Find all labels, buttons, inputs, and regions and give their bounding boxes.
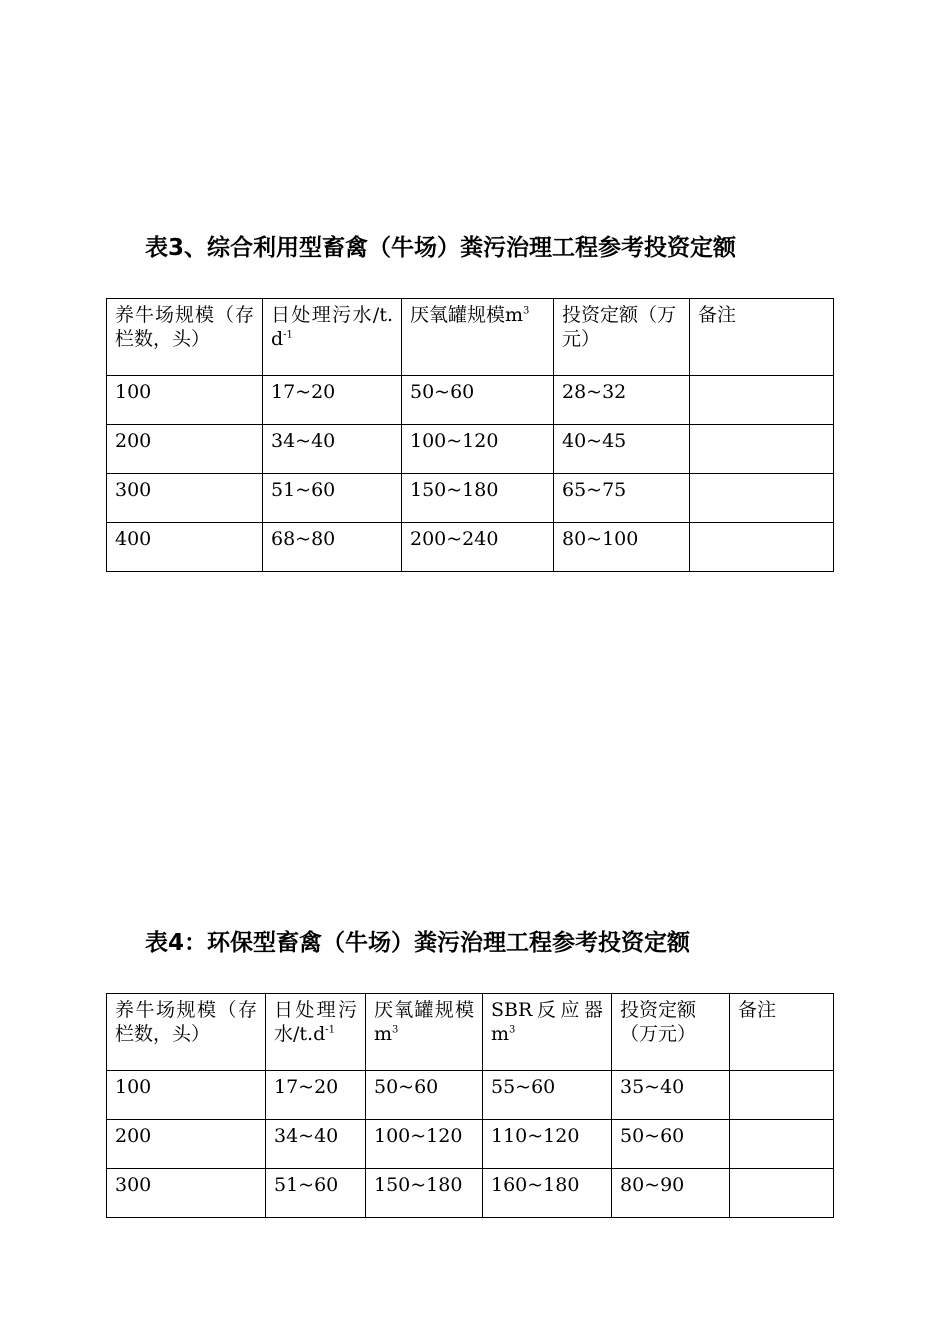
table-cell: 150~180 (402, 474, 554, 523)
table-cell (690, 523, 834, 572)
table-4-header-anaerobic (366, 994, 483, 1071)
table-cell: 34~40 (266, 1120, 366, 1169)
table-cell: 100 (107, 376, 263, 425)
table-cell: 55~60 (483, 1071, 612, 1120)
table-cell: 200 (107, 1120, 266, 1169)
table-row (107, 523, 834, 572)
table-cell: 400 (107, 523, 263, 572)
table-cell: 200 (107, 425, 263, 474)
table-3-header-daily (263, 299, 402, 376)
table-3-header-daily-text: 日处理污水/t.d (271, 304, 393, 350)
table-3-header-anaerobic-text: 厌氧罐规模m (410, 304, 524, 326)
table-3-header-anaerobic (402, 299, 554, 376)
table-cell (730, 1169, 834, 1218)
table-3 (106, 298, 834, 572)
table-4-header-sbr (483, 994, 612, 1071)
table-cell: 51~60 (263, 474, 402, 523)
table-cell: 80~100 (554, 523, 690, 572)
table-row (107, 1071, 834, 1120)
table-4-header-scale: 养牛场规模（存栏数，头） (107, 994, 266, 1071)
table-cell: 100~120 (402, 425, 554, 474)
table-cell: 34~40 (263, 425, 402, 474)
table-cell: 50~60 (366, 1071, 483, 1120)
table-3-header-anaerobic-sup: 3 (523, 305, 530, 317)
table-cell: 200~240 (402, 523, 554, 572)
table-4 (106, 993, 834, 1218)
table-cell (690, 474, 834, 523)
table-4-header-anaerobic-sup: 3 (392, 1024, 399, 1036)
table-cell: 35~40 (612, 1071, 730, 1120)
table-4-header-daily-sup: -1 (325, 1024, 335, 1036)
table-cell: 28~32 (554, 376, 690, 425)
table-cell: 150~180 (366, 1169, 483, 1218)
table-cell: 51~60 (266, 1169, 366, 1218)
table-cell: 110~120 (483, 1120, 612, 1169)
table-cell: 100~120 (366, 1120, 483, 1169)
table-cell: 68~80 (263, 523, 402, 572)
table-4-header-anaerobic-text: 厌氧罐规模m (374, 999, 474, 1045)
table-row (107, 376, 834, 425)
table-cell (730, 1120, 834, 1169)
table-cell: 100 (107, 1071, 266, 1120)
table-4-header-investment: 投资定额（万元） (612, 994, 730, 1071)
table-3-header-remark: 备注 (690, 299, 834, 376)
table-row (107, 474, 834, 523)
table-cell: 50~60 (402, 376, 554, 425)
table-4-header-row (107, 994, 834, 1071)
table-cell: 17~20 (266, 1071, 366, 1120)
table-cell (730, 1071, 834, 1120)
table-3-header-investment: 投资定额（万元） (554, 299, 690, 376)
table-4-header-remark: 备注 (730, 994, 834, 1071)
table-cell: 50~60 (612, 1120, 730, 1169)
table-cell: 80~90 (612, 1169, 730, 1218)
table-4-header-sbr-sup: 3 (509, 1024, 516, 1036)
table-cell: 160~180 (483, 1169, 612, 1218)
table-cell (690, 376, 834, 425)
table-cell: 40~45 (554, 425, 690, 474)
table-cell: 65~75 (554, 474, 690, 523)
table-row (107, 1169, 834, 1218)
table-4-header-daily (266, 994, 366, 1071)
table-3-header-daily-sup: -1 (283, 329, 293, 341)
table-4-header-sbr-text: SBR反应器m (491, 999, 603, 1045)
table-3-header-scale: 养牛场规模（存栏数，头） (107, 299, 263, 376)
table-3-title: 表3、综合利用型畜禽（牛场）粪污治理工程参考投资定额 (145, 235, 737, 261)
table-row (107, 1120, 834, 1169)
table-cell: 17~20 (263, 376, 402, 425)
table-4-header-daily-text: 日处理污水/t.d (274, 999, 357, 1045)
table-row (107, 425, 834, 474)
table-cell: 300 (107, 474, 263, 523)
table-cell (690, 425, 834, 474)
table-3-header-row (107, 299, 834, 376)
table-cell: 300 (107, 1169, 266, 1218)
table-4-title: 表4：环保型畜禽（牛场）粪污治理工程参考投资定额 (145, 930, 691, 956)
